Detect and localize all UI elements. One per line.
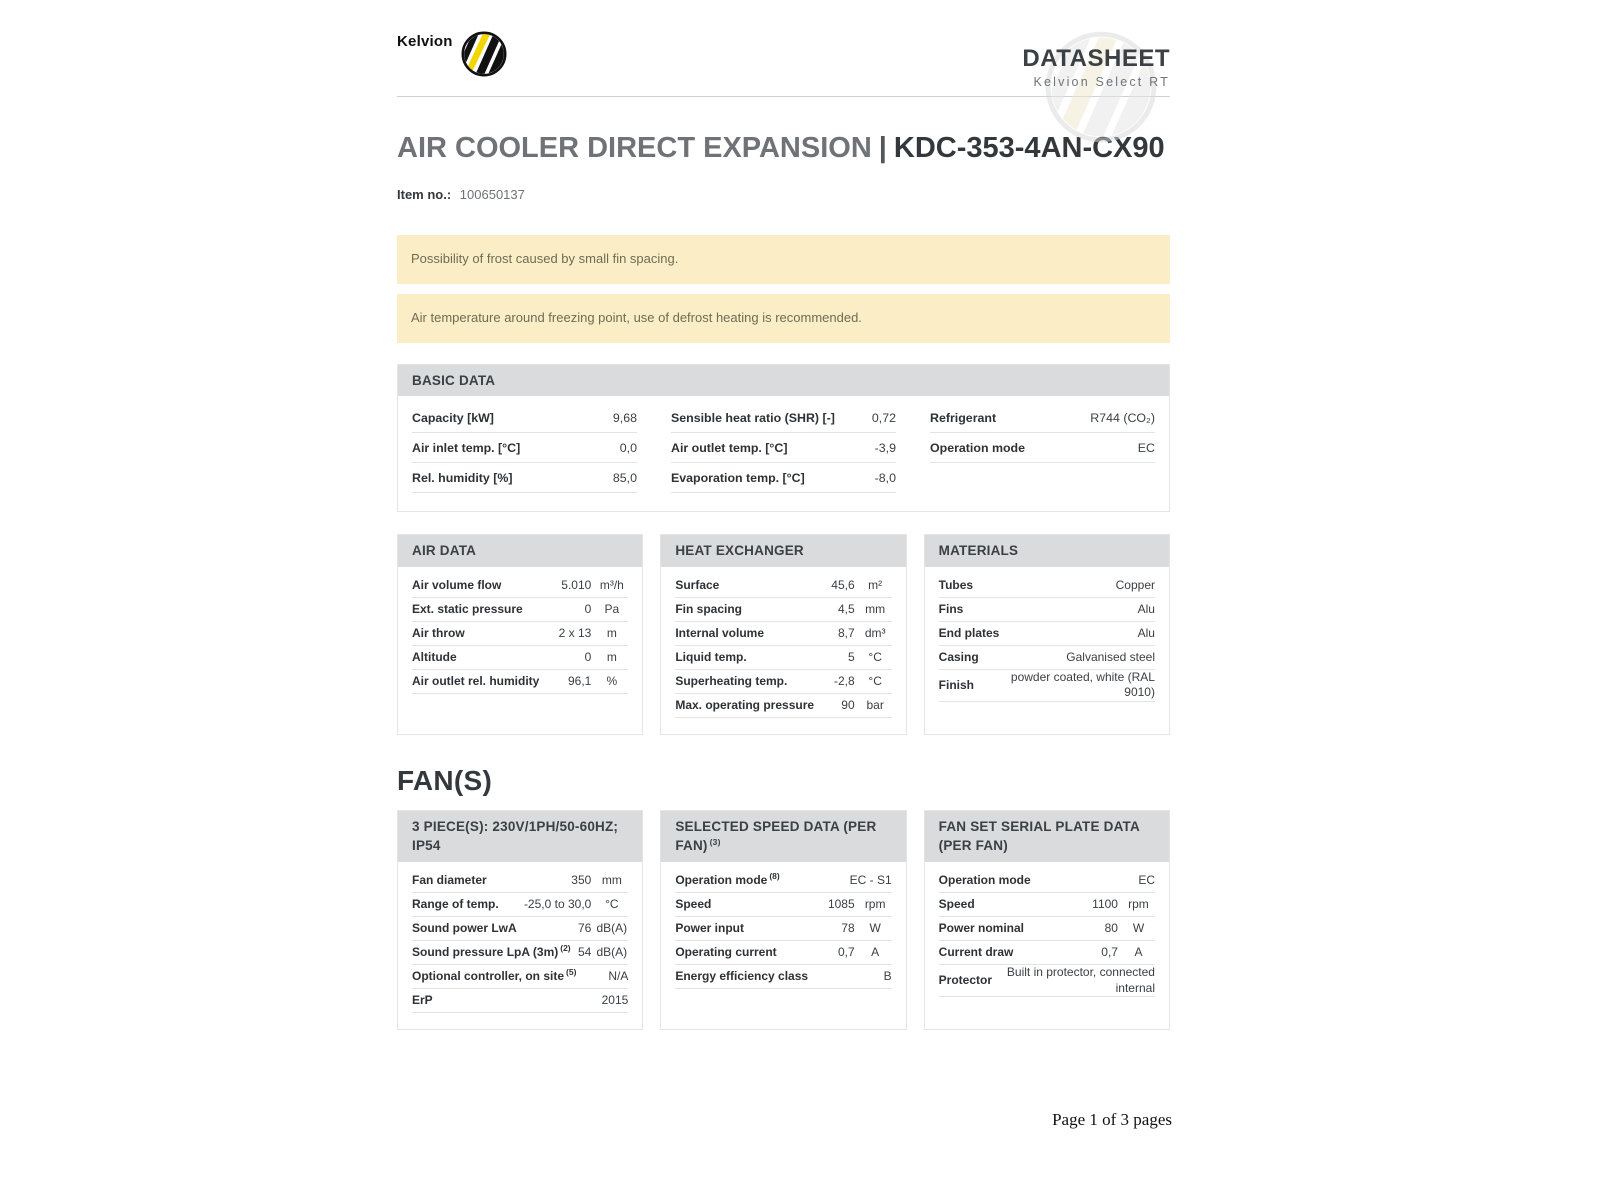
row-label: Fins: [938, 601, 964, 616]
row-unit: dm³: [864, 625, 886, 640]
data-row: [412, 403, 637, 433]
row-value: N/A: [608, 968, 629, 983]
row-value: Alu: [1137, 601, 1155, 616]
row-value: 5: [847, 649, 855, 664]
row-unit: °C: [868, 673, 882, 688]
header: [397, 30, 1170, 97]
item-number-label: Item no.:: [397, 186, 452, 202]
row-value: 2 x 13: [558, 625, 592, 640]
fan-serial-plate-table: [925, 862, 1169, 1029]
row-unit: W: [869, 920, 881, 935]
basic-data-column-1: [412, 403, 637, 493]
data-row: [412, 917, 628, 941]
row-label: Refrigerant: [930, 410, 997, 425]
doc-subtitle: Kelvion Select RT: [1033, 75, 1170, 90]
row-label-footnote: (8): [769, 870, 780, 881]
row-label: Fin spacing: [675, 601, 743, 616]
warning-frost: Possibility of frost caused by small fin spacing.: [397, 235, 1170, 284]
row-label: Range of temp.: [412, 896, 499, 911]
row-value: 9,68: [612, 410, 637, 425]
row-value: -2,8: [833, 673, 855, 688]
data-row: [939, 869, 1155, 893]
row-unit: %: [606, 673, 618, 688]
data-row: [930, 433, 1155, 463]
row-unit: dB(A): [596, 944, 628, 959]
data-row: [675, 694, 891, 718]
materials-table: [925, 567, 1169, 734]
data-row: [675, 869, 891, 893]
title-separator: |: [878, 132, 887, 164]
heat-exchanger-table: [661, 567, 905, 734]
heat-exchanger-title: HEAT EXCHANGER: [661, 535, 905, 567]
row-label: Air outlet rel. humidity: [412, 673, 540, 688]
row-label: Finish: [938, 677, 974, 692]
row-value: 2015: [601, 992, 629, 1007]
selected-speed-data-title: [661, 811, 905, 862]
row-label: Speed: [675, 896, 712, 911]
brand: [397, 30, 508, 78]
data-row: [675, 893, 891, 917]
data-row: [675, 917, 891, 941]
row-label: End plates: [938, 625, 1000, 640]
row-unit: W: [1132, 920, 1145, 935]
row-unit: A: [1134, 944, 1143, 959]
data-row: [671, 403, 896, 433]
row-value: 350: [571, 872, 592, 887]
materials-title: MATERIALS: [925, 535, 1169, 567]
fans-heading: FAN(S): [397, 764, 493, 796]
page-number: Page 1 of 3 pages: [1052, 1110, 1172, 1129]
data-row: [675, 670, 891, 694]
item-number-value: 100650137: [459, 186, 525, 202]
basic-data-grid: [398, 396, 1169, 511]
fan-serial-plate-title: [925, 811, 1169, 862]
row-label: Evaporation temp. [°C]: [671, 470, 805, 485]
data-row: [939, 574, 1155, 598]
row-label: Altitude: [412, 649, 457, 664]
data-row: [939, 941, 1155, 965]
data-row: [939, 598, 1155, 622]
data-row: [930, 403, 1155, 433]
document-meta: [1022, 46, 1170, 89]
data-row: [675, 598, 891, 622]
row-label: Fan diameter: [412, 872, 487, 887]
row-value: 0,7: [1101, 944, 1118, 959]
row-value: 54: [577, 944, 592, 959]
row-value: EC: [1137, 440, 1155, 455]
row-label: Surface: [675, 577, 720, 592]
basic-data-column-3: [930, 403, 1155, 493]
data-row: [412, 893, 628, 917]
row-value: 80: [1104, 920, 1118, 935]
data-row: [939, 893, 1155, 917]
fan-pieces-section: [397, 810, 643, 1030]
row-label: Optional controller, on site $^{(5)}$: [412, 966, 577, 983]
data-row: [412, 598, 628, 622]
data-row: [412, 433, 637, 463]
row-value: 45,6: [831, 577, 855, 592]
row-unit: rpm: [864, 896, 886, 911]
row-unit: °C: [605, 896, 619, 911]
row-label: Operation mode $^{(8)}$: [675, 870, 780, 887]
row-unit: m³/h: [599, 577, 624, 592]
fan-pieces-table: [398, 862, 642, 1029]
data-row: [939, 670, 1155, 702]
row-value: -8,0: [874, 470, 896, 485]
row-label: Casing: [938, 649, 979, 664]
row-value: 0,7: [837, 944, 855, 959]
data-row: [939, 917, 1155, 941]
row-label: Power input: [675, 920, 744, 935]
basic-data-title: BASIC DATA: [398, 365, 1169, 397]
row-unit: m: [606, 649, 617, 664]
fan-sections-row: [397, 810, 1170, 1030]
row-unit: °C: [868, 649, 882, 664]
row-value: Alu: [1137, 625, 1155, 640]
fan-pieces-title: [398, 811, 642, 862]
row-label: Sound power LwA: [412, 920, 517, 935]
doc-type-title: DATASHEET: [1022, 45, 1170, 72]
row-label: Speed: [938, 896, 975, 911]
row-unit: m: [606, 625, 617, 640]
row-value: 0: [584, 601, 592, 616]
air-data-title: AIR DATA: [398, 535, 642, 567]
data-row: [412, 670, 628, 694]
row-unit: mm: [601, 872, 622, 887]
product-name: AIR COOLER DIRECT EXPANSION: [397, 132, 872, 164]
row-value: Galvanised steel: [1066, 649, 1155, 664]
row-value: EC - S1: [849, 872, 892, 887]
detail-sections-row: [397, 534, 1170, 735]
selected-speed-title-text: SELECTED SPEED DATA (PER FAN): [675, 818, 877, 854]
data-row: [675, 574, 891, 598]
row-label: Capacity [kW]: [412, 410, 494, 425]
row-value: 4,5: [837, 601, 855, 616]
basic-data-section: [397, 364, 1170, 513]
data-row: [675, 622, 891, 646]
row-label: Operation mode: [930, 440, 1026, 455]
row-value: -3,9: [874, 440, 896, 455]
row-label: Power nominal: [938, 920, 1025, 935]
row-label: Liquid temp.: [675, 649, 747, 664]
data-row: [412, 965, 628, 989]
row-value: 1100: [1092, 896, 1118, 911]
row-value: 85,0: [612, 470, 637, 485]
row-value: 5.010: [561, 577, 592, 592]
data-row: [412, 463, 637, 493]
row-value: 0,72: [871, 410, 896, 425]
fan-pieces-title-text: 3 PIECE(S): 230V/1PH/50-60HZ; IP54: [412, 818, 619, 854]
row-value: -25,0 to 30,0: [523, 896, 592, 911]
row-value: B: [883, 968, 892, 983]
data-row: [939, 646, 1155, 670]
row-value: 76: [577, 920, 592, 935]
data-row: [675, 646, 891, 670]
data-row: [412, 622, 628, 646]
data-row: [412, 574, 628, 598]
selected-speed-title-footnote: (3): [709, 836, 721, 847]
row-unit: rpm: [1128, 896, 1149, 911]
row-unit: dB(A): [596, 920, 628, 935]
item-number-line: [397, 187, 1170, 202]
row-label: Operating current: [675, 944, 777, 959]
selected-speed-data-section: [660, 810, 906, 1030]
row-label: Superheating temp.: [675, 673, 788, 688]
data-row: [675, 941, 891, 965]
fan-serial-plate-section: [924, 810, 1170, 1030]
row-label: Energy efficiency class: [675, 968, 809, 983]
datasheet-page: [397, 30, 1170, 1030]
row-value: Copper: [1115, 577, 1155, 592]
row-value: EC: [1138, 872, 1155, 887]
row-label: Ext. static pressure: [412, 601, 523, 616]
row-label-footnote: (2): [560, 942, 571, 953]
row-label-footnote: (5): [566, 966, 577, 977]
row-value: 90: [841, 697, 855, 712]
data-row: [412, 646, 628, 670]
data-row: [675, 965, 891, 989]
data-row: [412, 869, 628, 893]
row-label: Air throw: [412, 625, 465, 640]
data-row: [939, 965, 1155, 997]
air-data-section: [397, 534, 643, 735]
row-value: 78: [841, 920, 855, 935]
row-label: Internal volume: [675, 625, 765, 640]
data-row: [412, 941, 628, 965]
warning-defrost: Air temperature around freezing point, use of defrost heating is recommended.: [397, 294, 1170, 343]
model-number: KDC-353-4AN-CX90: [893, 132, 1165, 164]
kelvion-logo-icon: [460, 30, 508, 78]
row-label: Max. operating pressure: [675, 697, 815, 712]
basic-data-column-2: [671, 403, 896, 493]
brand-logo-text: Kelvion: [397, 33, 453, 50]
row-unit: m²: [868, 577, 883, 592]
row-value: Built in protector, connected internal: [1006, 964, 1155, 995]
row-label: Current draw: [938, 944, 1014, 959]
air-data-table: [398, 567, 642, 734]
materials-section: [924, 534, 1170, 735]
data-row: [939, 622, 1155, 646]
row-label: Sensible heat ratio (SHR) [-]: [671, 410, 835, 425]
row-unit: A: [871, 944, 880, 959]
row-label: Sound pressure LpA (3m) $^{(2)}$: [412, 942, 571, 959]
data-row: [412, 989, 628, 1013]
row-unit: mm: [865, 601, 886, 616]
row-label: ErP: [412, 992, 433, 1007]
row-value: 0: [584, 649, 592, 664]
fan-serial-plate-title-text: FAN SET SERIAL PLATE DATA (PER FAN): [938, 818, 1140, 854]
row-label: Rel. humidity [%]: [412, 470, 513, 485]
row-label: Operation mode: [938, 872, 1031, 887]
row-value: 1085: [827, 896, 855, 911]
row-unit: Pa: [604, 601, 620, 616]
row-label: Air outlet temp. [°C]: [671, 440, 788, 455]
row-label: Tubes: [938, 577, 974, 592]
row-label: Air inlet temp. [°C]: [412, 440, 521, 455]
row-value: powder coated, white (RAL 9010): [1010, 669, 1155, 700]
row-value: 0,0: [619, 440, 637, 455]
selected-speed-data-table: [661, 862, 905, 1029]
row-value: 8,7: [837, 625, 855, 640]
row-unit: bar: [866, 697, 884, 712]
heat-exchanger-section: [660, 534, 906, 735]
row-label: Protector: [938, 972, 992, 987]
row-value: 96,1: [567, 673, 592, 688]
row-label: Air volume flow: [412, 577, 502, 592]
data-row: [671, 463, 896, 493]
data-row: [671, 433, 896, 463]
row-value: R744 (CO₂): [1090, 410, 1155, 425]
